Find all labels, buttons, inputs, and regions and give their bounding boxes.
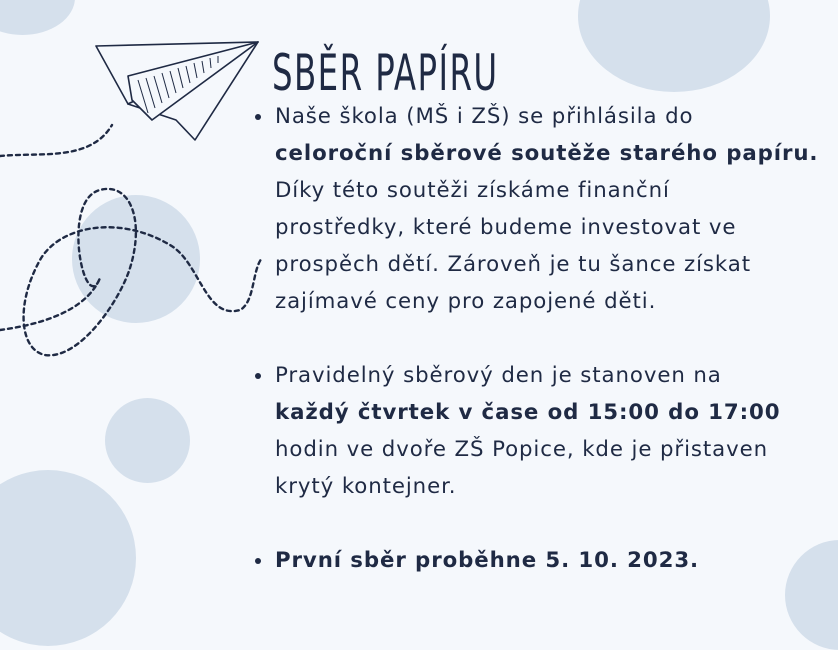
text-line: prostředky, které budeme investovat ve	[275, 215, 737, 240]
text-line: Naše škola (MŠ i ZŠ) se přihlásila do	[275, 104, 694, 129]
highlighted-text: První sběr proběhne 5. 10. 2023.	[275, 548, 700, 573]
page-title: SBĚR PAPÍRU	[272, 43, 499, 102]
info-list	[250, 98, 835, 579]
text-line: zajímavé ceny pro zapojené děti.	[275, 289, 657, 314]
highlighted-text: každý čtvrtek v čase od 15:00 do 17:00	[275, 400, 781, 425]
list-item	[250, 542, 835, 579]
paper-plane-icon	[96, 42, 258, 140]
list-item	[250, 357, 835, 505]
text-line: prospěch dětí. Zároveň je tu šance získat	[275, 252, 751, 277]
text-line: Díky této soutěži získáme finanční	[275, 178, 670, 203]
dashed-trail	[0, 125, 262, 355]
text-line: krytý kontejner.	[275, 474, 457, 499]
text-line: Pravidelný sběrový den je stanoven na	[275, 363, 722, 388]
highlighted-text: celoroční sběrové soutěže starého papíru.	[275, 141, 819, 166]
text-line: hodin ve dvoře ZŠ Popice, kde je přistaven	[275, 437, 768, 462]
list-item	[250, 98, 835, 320]
